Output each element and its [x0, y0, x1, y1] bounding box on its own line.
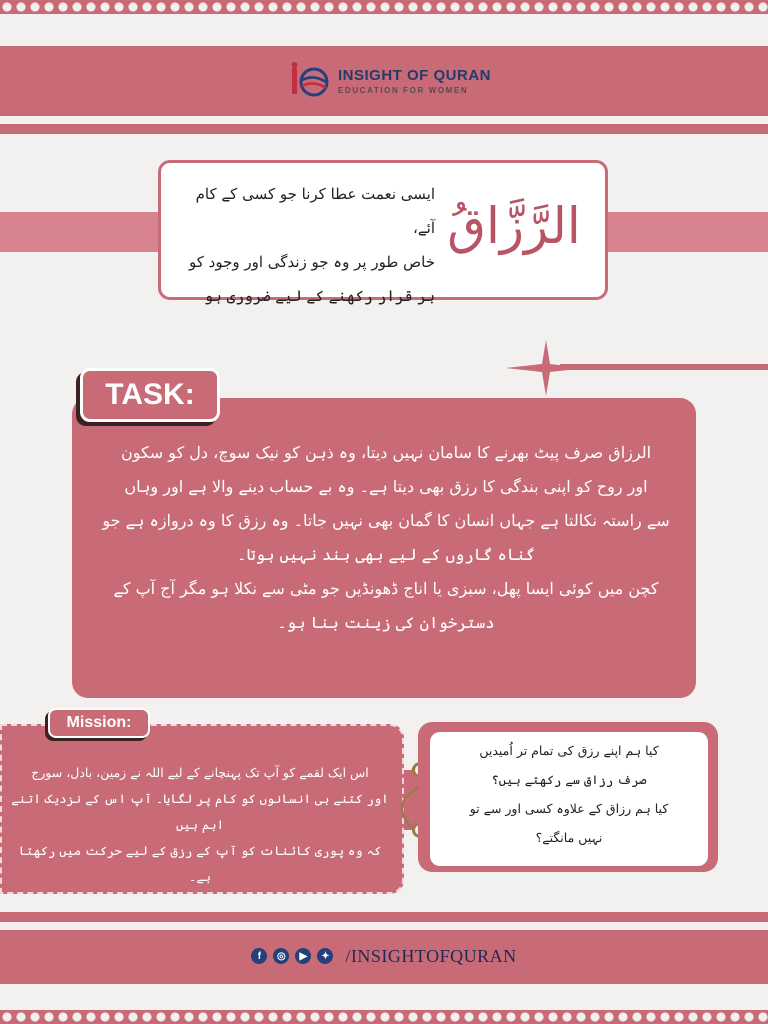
- bottom-stamp-edge: [0, 1010, 768, 1024]
- mission-line: اور کتنے ہی انسانوں کو کام پر لگایا۔ آپ اس کے نزدیک اتنے اہم ہیں: [11, 791, 389, 832]
- task-line: اور روح کو اپنی بندگی کا رزق بھی دیتا ہے۔ وہ بے حساب دینے والا ہے اور وہاں: [124, 477, 648, 496]
- brand-subtitle: EDUCATION FOR WOMEN: [338, 86, 469, 95]
- task-line: سے راستہ نکالتا ہے جہاں انسان کا گمان بھی نہیں جاتا۔ وہ رزق کا وہ دروازہ ہے جو: [102, 511, 670, 530]
- twitter-icon[interactable]: ✦: [317, 948, 333, 964]
- footer-social: [0, 942, 768, 970]
- question-line: کیا ہم رزاق کے علاوہ کسی اور سے تو: [469, 801, 669, 816]
- task-line: دسترخوان کی زینت بنا ہو۔: [277, 613, 495, 632]
- question-line: صرف رزاق سے رکھتے ہیں؟: [491, 772, 647, 787]
- name-description-line: ایسی نعمت عطا کرنا جو کسی کے کام آئے،: [195, 185, 435, 237]
- mission-label: Mission:: [48, 708, 150, 738]
- question-text: [440, 736, 698, 852]
- quran-logo-icon: [288, 60, 330, 102]
- sparkle-line: [560, 364, 768, 370]
- task-line: الرزاق صرف پیٹ بھرنے کا سامان نہیں دیتا، وہ ذہن کو نیک سوچ، دل کو سکون: [120, 443, 652, 462]
- mission-line: اس ایک لقمے کو آپ تک پہنچانے کے لیے اللہ نے زمین، بادل، سورج: [31, 765, 369, 780]
- facebook-icon[interactable]: f: [251, 948, 267, 964]
- task-text: [100, 436, 672, 640]
- arabic-name-title: الرَّزَّاقُ: [447, 197, 581, 255]
- mission-text: [10, 760, 390, 890]
- task-label: TASK:: [80, 368, 220, 422]
- brand-text: [338, 67, 491, 95]
- question-line: کیا ہم اپنے رزق کی تمام تر اُمیدیں: [479, 743, 659, 758]
- brand-title: INSIGHT OF QURAN: [338, 67, 491, 84]
- name-description-line: خاص طور پر وہ جو زندگی اور وجود کو: [189, 253, 435, 271]
- social-handle[interactable]: /INSIGHTOFQURAN: [345, 945, 517, 966]
- mission-line: کہ وہ پوری کائنات کو آپ کے رزق کے لیے حرکت میں رکھتا ہے۔: [18, 843, 382, 884]
- brand-logo: [288, 60, 491, 102]
- header-line: [0, 124, 768, 134]
- task-line: کچن میں کوئی ایسا پھل، سبزی یا اناج ڈھونڈیں جو مٹی سے نکلا ہو مگر آج آپ کے: [113, 579, 659, 598]
- question-line: نہیں مانگتے؟: [535, 830, 603, 845]
- task-line: گناہ گاروں کے لیے بھی بند نہیں ہوتا۔: [236, 545, 536, 564]
- instagram-icon[interactable]: ◎: [273, 948, 289, 964]
- youtube-icon[interactable]: ▶: [295, 948, 311, 964]
- sparkle-icon: [506, 340, 586, 400]
- name-description-line: بر قرار رکھنے کے لیے ضروری ہو: [204, 287, 435, 305]
- name-description: [175, 177, 435, 313]
- footer-line: [0, 912, 768, 922]
- divine-name-card: [158, 160, 608, 305]
- top-stamp-edge: [0, 0, 768, 14]
